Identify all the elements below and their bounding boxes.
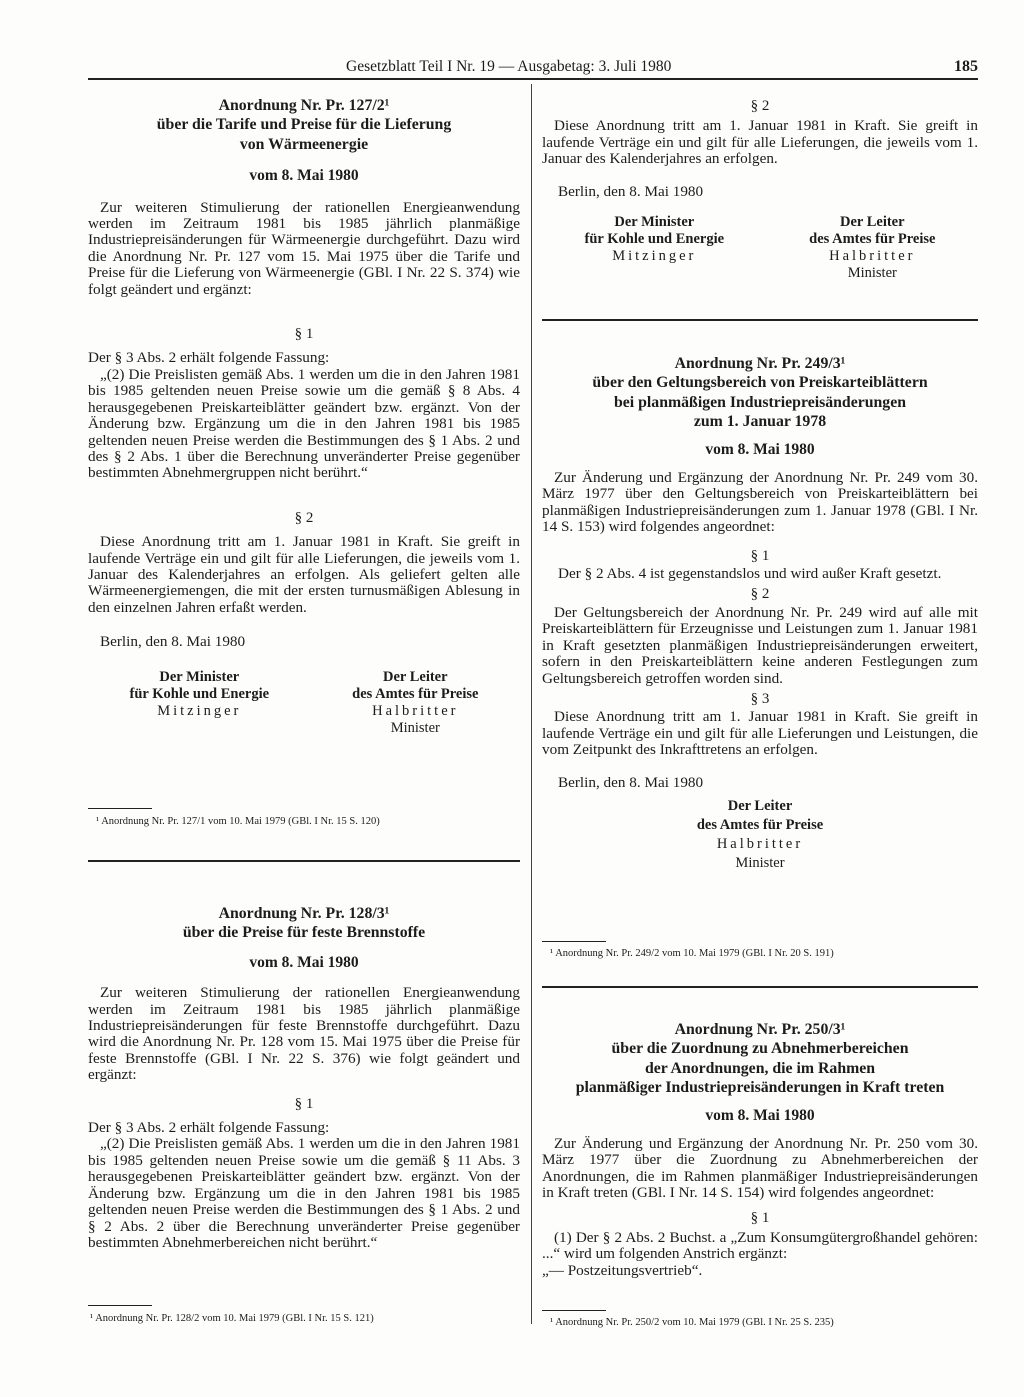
signature-minister: Der Minister für Kohle und Energie Mitzinger	[129, 668, 270, 719]
signature-leiter: Der Leiter des Amtes für Preise Halbritter Minister	[352, 668, 479, 736]
preamble: Zur Änderung und Ergänzung der Anordnung Nr. Pr. 249 vom 30. März 1977 über den Geltungsbereich von Preiskarteiblättern bei planmäßigen Industriepreisänderungen zum 1. Januar 1978 (GBl. I Nr. 14 S. 153) wird folgendes angeordnet:	[542, 469, 978, 536]
section-text: Diese Anordnung tritt am 1. Januar 1981 in Kraft. Sie greift in laufende Verträge ein und gilt für alle Lieferungen, die jeweils vom 1. Januar des Kalenderjahres an erfolgen. Als geliefert gelten alle Wärmeenergiemengen, die mit der ersten turnusmäßigen Ablesung in den einzelnen Jahren erfaßt werden.	[88, 533, 520, 616]
ordinance-date: vom 8. Mai 1980	[249, 953, 359, 971]
footnote-rule	[542, 1310, 606, 1311]
place-date: Berlin, den 8. Mai 1980	[100, 633, 246, 651]
header-rule	[88, 78, 978, 80]
preamble: Zur Änderung und Ergänzung der Anordnung Nr. Pr. 250 vom 30. März 1977 über die Zuordnung zu Abnehmerbereichen der Anordnungen, die im Rahmen planmäßiger Industriepreisänderungen in Kraft treten (GBl. I Nr. 14 S. 154) wird folgendes angeordnet:	[542, 1135, 978, 1202]
footnote-rule	[88, 808, 152, 809]
section-text: Der Geltungsbereich der Anordnung Nr. Pr. 249 wird auf alle mit Preiskarteiblättern für Erzeugnisse und Leistungen zum 1. Januar 1981 in Kraft gesetzten planmäßigen Industriepreisänderungen erweitert, sofern in den Preiskarteiblättern keine anderen Festlegungen zum Geltungsbereich getroffen worden sind.	[542, 603, 978, 687]
ordinance-title: Anordnung Nr. Pr. 127/2¹	[218, 97, 390, 114]
place-date: Berlin, den 8. Mai 1980	[558, 182, 704, 200]
ordinance-subtitle: über die Preise für feste Brennstoffe	[182, 924, 426, 942]
preamble: Zur weiteren Stimulierung der rationellen Energieanwendung werden im Zeitraum 1981 bis 1985 jährlich planmäßige Industriepreisänderungen für feste Brennstoffe durchgeführt. Dazu wird die Anordnung Nr. Pr. 128 vom 15. Mai 1975 über die Preise für feste Brennstoffe (GBl. I Nr. 22 S. 376) wie folgt geändert und ergänzt:	[88, 984, 520, 1084]
list-item: „— Postzeitungsvertrieb“.	[542, 1261, 703, 1279]
article-separator	[88, 860, 520, 862]
ordinance-subtitle: über den Geltungsbereich von Preiskarteiblättern	[592, 374, 928, 392]
ordinance-249-3	[542, 354, 978, 873]
ordinance-subtitle: von Wärmeenergie	[239, 135, 369, 153]
section-text: „(2) Die Preislisten gemäß Abs. 1 werden um die in den Jahren 1981 bis 1985 geltenden neuen Preise sowie um die gemäß § 8 Abs. 4 herausgegebenen Preiskarteiblätter geändert bzw. ergänzt. Von der Änderung bzw. Ergänzung um die in den Jahren 1981 bis 1985 geltenden neuen Preise werden die Bestimmungen des § 1 Abs. 2 und des § 2 Abs. 1 über die Berechnung unveränderter Preise gegenüber bestimmten Abnehmergruppen nicht berührt.“	[88, 365, 520, 482]
page-number: 185	[954, 58, 978, 75]
section-text: Diese Anordnung tritt am 1. Januar 1981 in Kraft. Sie greift in laufende Verträge ein und gilt für alle Lieferungen, die jeweils vom 1. Januar des Kalenderjahres an erfolgen.	[542, 117, 978, 168]
ordinance-title: Anordnung Nr. Pr. 249/3¹	[674, 355, 846, 372]
footnote-rule	[542, 941, 606, 942]
ordinance-subtitle: planmäßiger Industriepreisänderungen in Kraft treten	[575, 1079, 945, 1097]
section-heading: § 3	[750, 690, 770, 707]
footnote: ¹ Anordnung Nr. Pr. 127/1 vom 10. Mai 1979 (GBl. I Nr. 15 S. 120)	[96, 816, 380, 827]
signature-minister: Der Minister für Kohle und Energie Mitzinger	[584, 214, 725, 265]
section-heading: § 2	[294, 509, 314, 526]
section-heading: § 1	[750, 1209, 770, 1226]
ordinance-title: Anordnung Nr. Pr. 250/3¹	[674, 1021, 846, 1038]
signature-block	[542, 214, 978, 282]
ordinance-subtitle: über die Zuordnung zu Abnehmerbereichen	[611, 1040, 909, 1058]
page-header	[88, 58, 978, 80]
footnote: ¹ Anordnung Nr. Pr. 128/2 vom 10. Mai 1979 (GBl. I Nr. 15 S. 121)	[90, 1313, 374, 1324]
ordinance-127-2	[88, 96, 520, 737]
section-text: Der § 2 Abs. 4 ist gegenstandslos und wird außer Kraft gesetzt.	[558, 565, 942, 583]
section-text: Der § 3 Abs. 2 erhält folgende Fassung:	[88, 349, 330, 367]
section-heading: § 1	[294, 326, 314, 343]
gazette-title: Gesetzblatt Teil I Nr. 19 — Ausgabetag: 3. Juli 1980	[346, 58, 672, 75]
section-heading: § 1	[294, 1095, 314, 1112]
signature-block: Der Leiter des Amtes für Preise Halbritter Minister	[696, 797, 824, 871]
footnote: ¹ Anordnung Nr. Pr. 249/2 vom 10. Mai 1979 (GBl. I Nr. 20 S. 191)	[550, 948, 834, 959]
section-heading: § 2	[750, 586, 770, 603]
section-text: Diese Anordnung tritt am 1. Januar 1981 in Kraft. Sie greift in laufende Verträge ein und gilt für alle Lieferungen und Leistungen, die vom Zeitpunkt des Inkrafttretens an erfolgen.	[542, 708, 978, 759]
ordinance-continuation	[542, 98, 978, 282]
place-date: Berlin, den 8. Mai 1980	[558, 773, 704, 791]
signature-leiter: Der Leiter des Amtes für Preise Halbritter Minister	[809, 214, 936, 282]
footnote: ¹ Anordnung Nr. Pr. 250/2 vom 10. Mai 1979 (GBl. I Nr. 25 S. 235)	[550, 1317, 834, 1328]
ordinance-subtitle: über die Tarife und Preise für die Lieferung	[156, 116, 452, 134]
signature-block	[88, 669, 520, 737]
ordinance-title: Anordnung Nr. Pr. 128/3¹	[218, 905, 390, 922]
ordinance-128-3	[88, 904, 520, 1251]
ordinance-date: vom 8. Mai 1980	[705, 440, 815, 458]
article-separator	[542, 986, 978, 988]
section-heading: § 2	[750, 98, 770, 114]
section-heading: § 1	[750, 547, 770, 564]
article-separator	[542, 319, 978, 321]
ordinance-date: vom 8. Mai 1980	[249, 167, 359, 185]
section-text: Der § 3 Abs. 2 erhält folgende Fassung:	[88, 1119, 330, 1137]
ordinance-subtitle: bei planmäßigen Industriepreisänderungen	[613, 393, 906, 411]
ordinance-subtitle: zum 1. Januar 1978	[693, 413, 827, 431]
ordinance-date: vom 8. Mai 1980	[705, 1106, 815, 1124]
ordinance-subtitle: der Anordnungen, die im Rahmen	[644, 1059, 876, 1077]
preamble: Zur weiteren Stimulierung der rationellen Energieanwendung werden im Zeitraum 1981 bis 1985 jährlich planmäßige Industriepreisänderungen für Wärmeenergie durchgeführt. Dazu wird die Anordnung Nr. Pr. 127 vom 15. Mai 1975 über die Tarife und Preise für die Lieferung von Wärmeenergie (GBl. I Nr. 22 S. 374) wie folgt geändert und ergänzt:	[88, 198, 520, 298]
footnote-rule	[88, 1305, 152, 1306]
section-text: „(2) Die Preislisten gemäß Abs. 1 werden um die in den Jahren 1981 bis 1985 geltenden neuen Preise sowie um die gemäß § 11 Abs. 3 herausgegebenen Preiskarteiblätter geändert bzw. ergänzt. Von der Änderung bzw. Ergänzung um die in den Jahren 1981 bis 1985 geltenden neuen Preise werden die Bestimmungen des § 1 Abs. 2 und § 2 Abs. 2 über die Berechnung unveränderter Preise gegenüber bestimmten Abnehmerbereichen nicht berührt.“	[88, 1135, 520, 1251]
ordinance-250-3	[542, 1020, 978, 1279]
section-text: (1) Der § 2 Abs. 2 Buchst. a „Zum Konsumgütergroßhandel gehören: ...“ wird um folgenden Anstrich ergänzt:	[542, 1229, 978, 1263]
column-divider	[531, 84, 532, 1324]
